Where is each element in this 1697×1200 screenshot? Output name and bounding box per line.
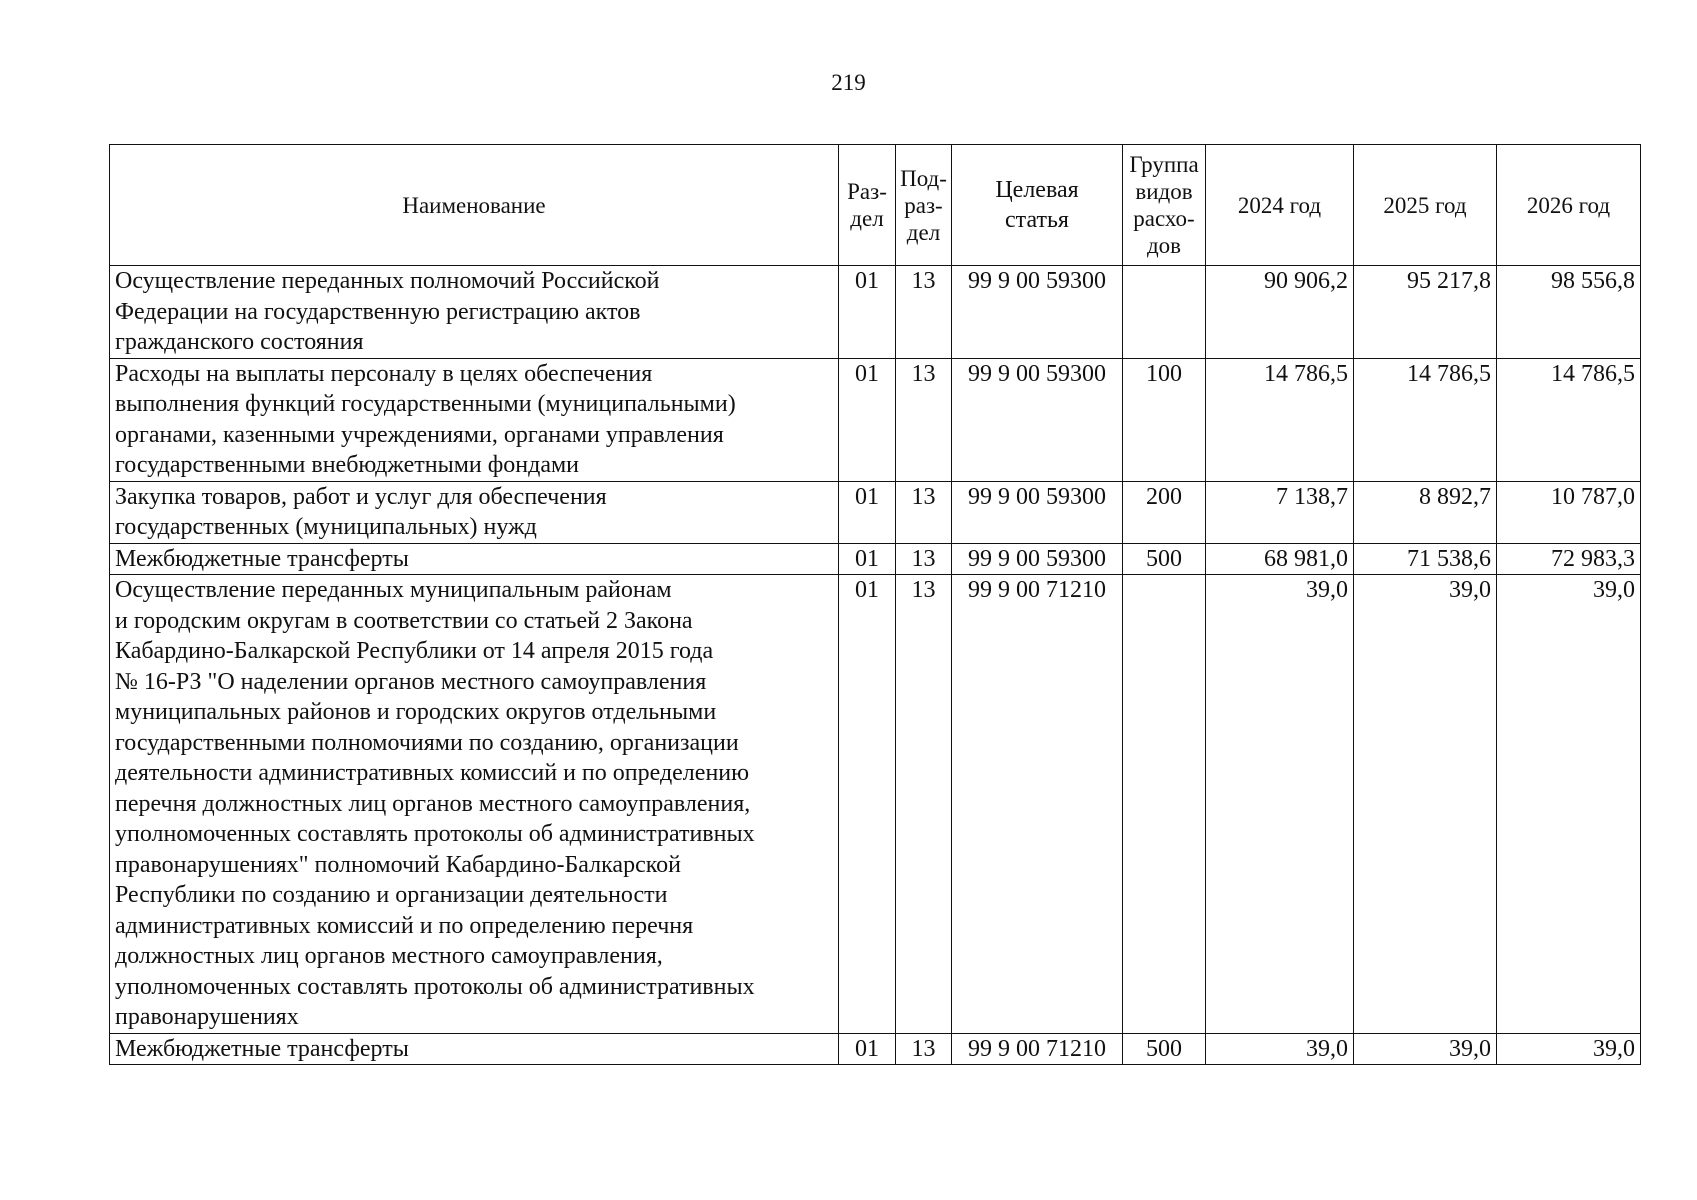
row-expense-group: 200 (1123, 481, 1206, 543)
header-year-2026: 2026 год (1497, 145, 1641, 266)
row-2024: 39,0 (1206, 1033, 1354, 1065)
row-2025: 39,0 (1354, 1033, 1497, 1065)
row-2024: 90 906,2 (1206, 266, 1354, 359)
row-section: 01 (839, 575, 896, 1034)
row-section: 01 (839, 358, 896, 481)
header-year-2025: 2025 год (1354, 145, 1497, 266)
row-target-item: 99 9 00 59300 (952, 358, 1123, 481)
row-name: Межбюджетные трансферты (110, 543, 839, 575)
row-2025: 39,0 (1354, 575, 1497, 1034)
row-subsection: 13 (896, 1033, 952, 1065)
row-2026: 39,0 (1497, 1033, 1641, 1065)
row-name: Расходы на выплаты персоналу в целях обеспечения выполнения функций государственными (муниципальными) органами, казенными учреждениями, органами управления государственными внебюджетными фондами (110, 358, 839, 481)
table-row (110, 1033, 1641, 1065)
row-2025: 71 538,6 (1354, 543, 1497, 575)
header-name: Наименование (110, 145, 839, 266)
row-subsection: 13 (896, 543, 952, 575)
row-name: Осуществление переданных муниципальным районам и городским округам в соответствии со статьей 2 Закона Кабардино-Балкарской Республики от 14 апреля 2015 года № 16-РЗ "О наделении органов местного самоуправления муниципальных районов и городских округов отдельными государственными полномочиями по созданию, организации деятельности административных комиссий и по определению перечня должностных лиц органов местного самоуправления, уполномоченных составлять протоколы об административных правонарушениях" полномочий Кабардино-Балкарской Республики по созданию и организации деятельности административных комиссий и по определению перечня должностных лиц органов местного самоуправления, уполномоченных составлять протоколы об административных правонарушениях (110, 575, 839, 1034)
row-section: 01 (839, 1033, 896, 1065)
row-target-item: 99 9 00 59300 (952, 266, 1123, 359)
row-2024: 14 786,5 (1206, 358, 1354, 481)
row-subsection: 13 (896, 481, 952, 543)
row-target-item: 99 9 00 71210 (952, 575, 1123, 1034)
row-target-item: 99 9 00 59300 (952, 543, 1123, 575)
row-2024: 68 981,0 (1206, 543, 1354, 575)
row-target-item: 99 9 00 59300 (952, 481, 1123, 543)
row-2024: 39,0 (1206, 575, 1354, 1034)
row-expense-group: 100 (1123, 358, 1206, 481)
row-2026: 10 787,0 (1497, 481, 1641, 543)
table-header-row (110, 145, 1641, 266)
header-expense-group: Группа видов расхо- дов (1123, 145, 1206, 266)
row-name: Межбюджетные трансферты (110, 1033, 839, 1065)
row-subsection: 13 (896, 358, 952, 481)
table-row (110, 543, 1641, 575)
header-year-2024: 2024 год (1206, 145, 1354, 266)
row-section: 01 (839, 266, 896, 359)
table-row (110, 575, 1641, 1034)
table-row (110, 481, 1641, 543)
row-section: 01 (839, 481, 896, 543)
table-row (110, 358, 1641, 481)
row-subsection: 13 (896, 266, 952, 359)
row-expense-group (1123, 266, 1206, 359)
budget-table (109, 144, 1641, 1065)
row-name: Осуществление переданных полномочий Российской Федерации на государственную регистрацию актов гражданского состояния (110, 266, 839, 359)
page-number: 219 (831, 70, 866, 95)
row-2025: 95 217,8 (1354, 266, 1497, 359)
row-2026: 39,0 (1497, 575, 1641, 1034)
header-section: Раз- дел (839, 145, 896, 266)
row-2026: 14 786,5 (1497, 358, 1641, 481)
row-2026: 98 556,8 (1497, 266, 1641, 359)
row-2025: 8 892,7 (1354, 481, 1497, 543)
header-subsection: Под- раз- дел (896, 145, 952, 266)
row-2024: 7 138,7 (1206, 481, 1354, 543)
row-target-item: 99 9 00 71210 (952, 1033, 1123, 1065)
row-subsection: 13 (896, 575, 952, 1034)
row-expense-group (1123, 575, 1206, 1034)
row-2026: 72 983,3 (1497, 543, 1641, 575)
table-row (110, 266, 1641, 359)
header-target-item: Целевая статья (952, 145, 1123, 266)
row-expense-group: 500 (1123, 1033, 1206, 1065)
row-expense-group: 500 (1123, 543, 1206, 575)
row-section: 01 (839, 543, 896, 575)
row-2025: 14 786,5 (1354, 358, 1497, 481)
row-name: Закупка товаров, работ и услуг для обеспечения государственных (муниципальных) нужд (110, 481, 839, 543)
